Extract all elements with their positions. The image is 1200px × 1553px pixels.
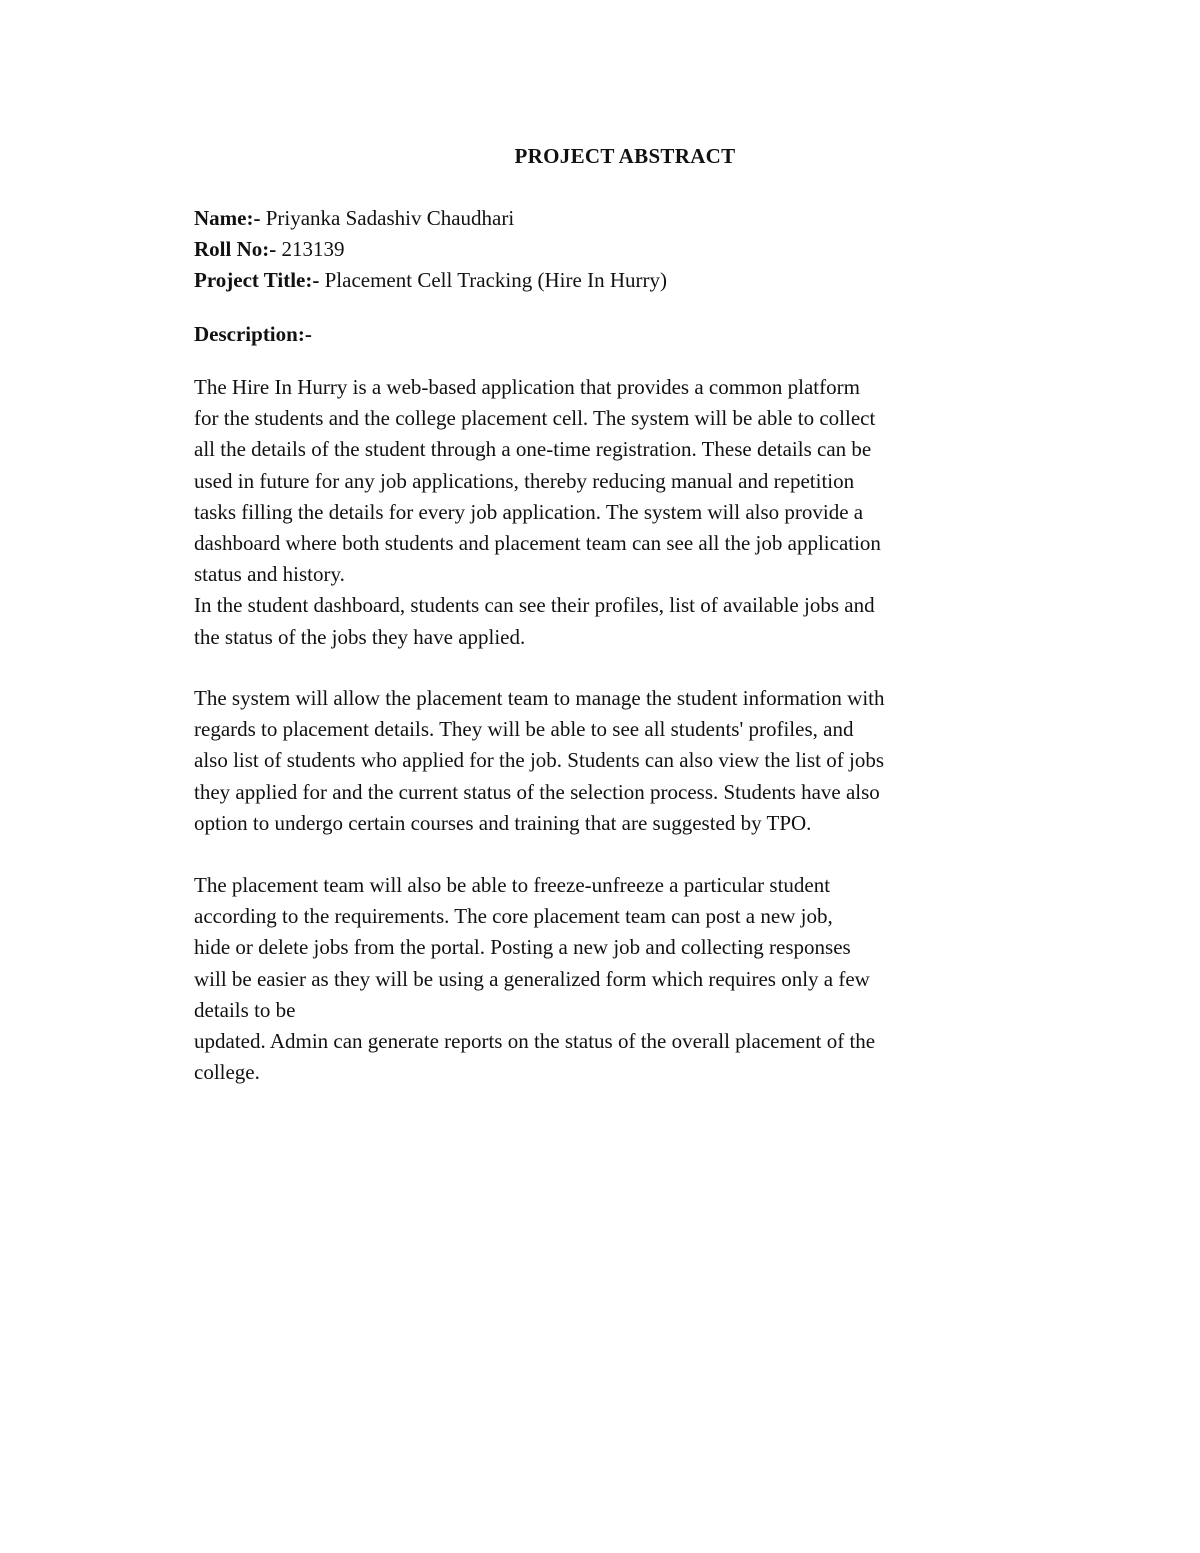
roll-no-label: Roll No:- <box>194 237 277 261</box>
text-line: college. <box>194 1060 260 1085</box>
paragraph-1 <box>194 372 984 653</box>
text-line: In the student dashboard, students can see their profiles, list of available jobs and <box>194 593 875 618</box>
text-line: dashboard where both students and placement team can see all the job application <box>194 531 881 556</box>
name-line <box>194 203 667 234</box>
text-line: option to undergo certain courses and training that are suggested by TPO. <box>194 810 812 835</box>
text-line: all the details of the student through a one-time registration. These details can be <box>194 437 872 462</box>
description-heading: Description:- <box>194 322 312 346</box>
text-line: The system will allow the placement team to manage the student information with <box>194 686 885 710</box>
text-line: regards to placement details. They will be able to see all students' profiles, and <box>194 717 854 742</box>
project-title-value: Placement Cell Tracking (Hire In Hurry) <box>319 268 667 292</box>
name-value: Priyanka Sadashiv Chaudhari <box>260 206 515 230</box>
project-title-label: Project Title:- <box>194 268 320 292</box>
text-line: will be easier as they will be using a generalized form which requires only a few <box>194 966 870 991</box>
text-line: for the students and the college placement cell. The system will be able to collect <box>194 406 876 431</box>
text-line: they applied for and the current status of the selection process. Students have also <box>194 779 880 804</box>
text-line: details to be <box>194 997 296 1022</box>
project-info <box>194 203 667 296</box>
text-line: according to the requirements. The core placement team can post a new job, <box>194 904 833 929</box>
text-line: the status of the jobs they have applied. <box>194 624 526 649</box>
text-line: hide or delete jobs from the portal. Posting a new job and collecting responses <box>194 935 851 960</box>
text-line: used in future for any job applications, thereby reducing manual and repetition <box>194 468 855 493</box>
roll-no-value: 213139 <box>276 237 345 261</box>
paragraph-3 <box>194 870 984 1088</box>
document-title: PROJECT ABSTRACT <box>514 144 736 168</box>
project-title-line <box>194 265 667 296</box>
text-line: also list of students who applied for the job. Students can also view the list of jobs <box>194 748 884 773</box>
paragraph-2 <box>194 683 984 839</box>
text-line: tasks filling the details for every job application. The system will also provide a <box>194 499 864 524</box>
text-line: The placement team will also be able to freeze-unfreeze a particular student <box>194 873 831 897</box>
text-line: updated. Admin can generate reports on the status of the overall placement of the <box>194 1029 876 1054</box>
text-line: The Hire In Hurry is a web-based application that provides a common platform <box>194 375 860 399</box>
name-label: Name:- <box>194 206 261 230</box>
roll-no-line <box>194 234 667 265</box>
text-line: status and history. <box>194 562 345 587</box>
